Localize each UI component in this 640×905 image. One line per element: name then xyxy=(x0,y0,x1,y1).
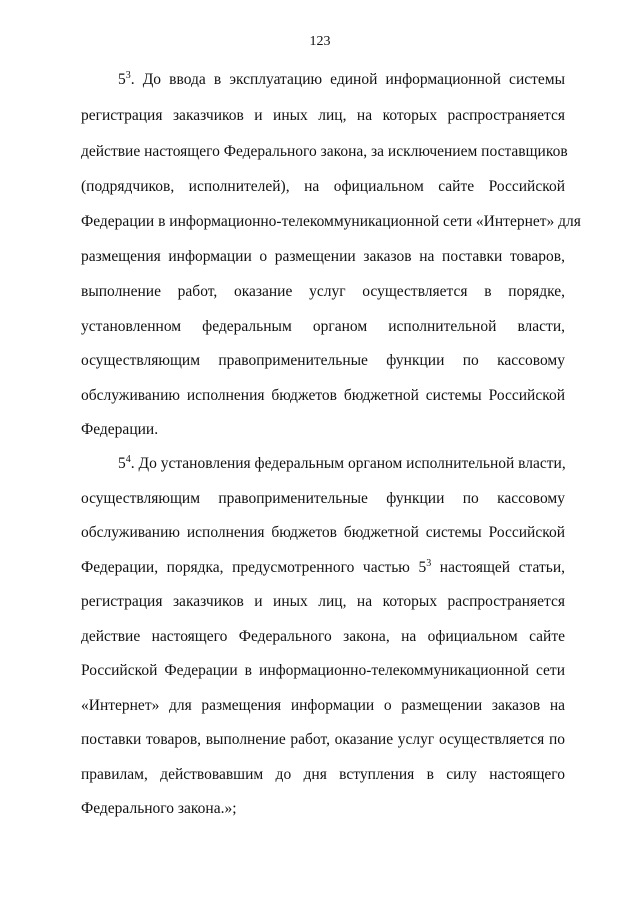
paragraph-line: «Интернет» для размещения информации о размещении заказов на xyxy=(81,697,565,714)
paragraph-line: действие настоящего Федерального закона, на официальном сайте xyxy=(81,628,565,645)
paragraph-line: Российской Федерации в информационно-телекоммуникационной сети xyxy=(81,662,565,679)
line-text: . До установления федеральным органом исполнительной власти, xyxy=(130,455,566,472)
paragraph-line: осуществляющим правоприменительные функции по кассовому xyxy=(81,352,565,369)
paragraph-line: регистрация заказчиков и иных лиц, на которых распространяется xyxy=(81,593,565,610)
paragraph-line: действие настоящего Федерального закона, за исключением поставщиков xyxy=(81,143,568,160)
line-text: . До ввода в эксплуатацию единой информационной системы xyxy=(130,71,565,88)
line-text: настоящей статьи, xyxy=(431,559,565,576)
page-number: 123 xyxy=(309,34,331,49)
paragraph-line: обслуживанию исполнения бюджетов бюджетной системы Российской xyxy=(81,524,565,541)
line-text: Федерации, порядка, предусмотренного частью 5 xyxy=(81,559,427,576)
superscript: 4 xyxy=(125,454,131,465)
paragraph-line: установленном федеральным органом исполнительной власти, xyxy=(81,318,565,335)
paragraph-line xyxy=(118,455,565,473)
paragraph-line: регистрация заказчиков и иных лиц, на которых распространяется xyxy=(81,107,565,124)
paragraph-line xyxy=(118,71,565,89)
paragraph-line: Федерального закона.»; xyxy=(81,800,237,817)
paragraph-line: правилам, действовавшим до дня вступления в силу настоящего xyxy=(81,766,565,783)
paragraph-line: размещения информации о размещении заказов на поставки товаров, xyxy=(81,248,565,265)
paragraph-line: осуществляющим правоприменительные функции по кассовому xyxy=(81,490,565,507)
superscript: 3 xyxy=(125,70,131,81)
paragraph-line: выполнение работ, оказание услуг осуществляется в порядке, xyxy=(81,283,565,300)
paragraph-line: Федерации в информационно-телекоммуникационной сети «Интернет» для xyxy=(81,213,581,230)
paragraph-line: обслуживанию исполнения бюджетов бюджетной системы Российской xyxy=(81,387,565,404)
paragraph-line: поставки товаров, выполнение работ, оказание услуг осуществляется по xyxy=(81,731,565,748)
paragraph-line: Федерации. xyxy=(81,421,159,438)
paragraph-line xyxy=(81,559,565,577)
superscript: 3 xyxy=(426,558,432,569)
section-number: 5 xyxy=(118,71,126,88)
section-number: 5 xyxy=(118,455,126,472)
paragraph-line: (подрядчиков, исполнителей), на официальном сайте Российской xyxy=(81,178,565,195)
